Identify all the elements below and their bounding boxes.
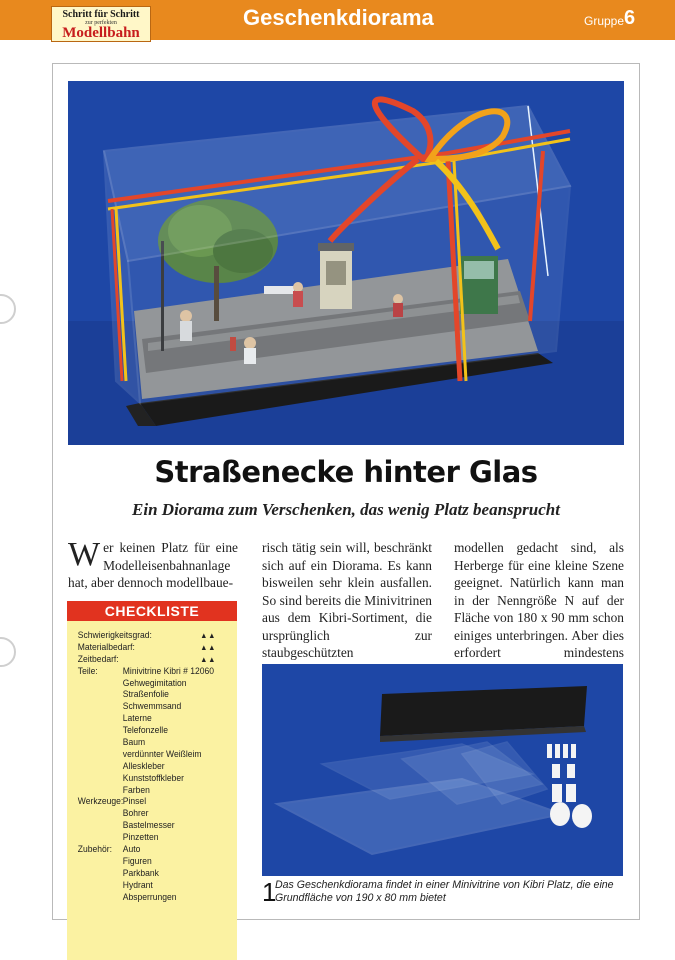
checklist-value: Baum	[122, 737, 146, 749]
checklist-value: Telefonzelle	[122, 725, 168, 737]
checklist-row	[78, 689, 236, 701]
figure-number: 1	[262, 877, 277, 907]
checklist-row	[78, 773, 236, 785]
checklist-row	[78, 820, 236, 832]
text-column-2	[262, 539, 432, 679]
article-title: Straßenecke hinter Glas	[154, 455, 538, 489]
checklist-row	[78, 725, 236, 737]
logo-line-2: zur perfekten	[85, 20, 117, 26]
minivitrine-photo	[262, 664, 623, 876]
logo-line-3: Modellbahn	[62, 25, 140, 41]
checklist-row	[78, 701, 236, 713]
checklist-row	[78, 678, 236, 690]
text-column-3	[454, 539, 624, 679]
column-3-text: modellen gedacht sind, als Herberge für eine kleine Szene geeignet. Natürlich kann man in der Nenngröße N auf der Fläche von 180 x 90 mm schon einiges unterbringen. Aber dies erfordert mindestens	[454, 540, 624, 660]
checklist-value: Minivitrine Kibri # 12060	[122, 665, 215, 677]
checklist-heading: CHECKLISTE	[67, 601, 237, 621]
checklist-value: Schwemmsand	[122, 701, 182, 713]
checklist-row	[78, 654, 236, 666]
checklist-box	[67, 601, 237, 960]
checklist-label: Zeitbedarf:	[77, 653, 119, 665]
punch-hole-bottom	[0, 637, 16, 667]
rating-triangles-icon: ▲▲	[200, 631, 217, 640]
checklist-value: Laterne	[122, 713, 152, 725]
rating-triangles-icon: ▲▲	[200, 654, 217, 664]
checklist-label: Zubehör:	[77, 844, 113, 856]
checklist-row	[78, 666, 236, 678]
checklist-value: Absperrungen	[122, 891, 177, 903]
checklist-row	[78, 880, 236, 892]
text-column-1	[68, 536, 238, 592]
checklist-value: Pinzetten	[122, 832, 159, 844]
checklist-row	[78, 642, 236, 654]
checklist-body	[67, 621, 235, 903]
checklist-value: Pinsel	[122, 796, 147, 808]
checklist-value: verdünnter Weißleim	[122, 748, 202, 760]
checklist-value: Figuren	[122, 855, 152, 867]
diorama-photo	[68, 81, 624, 445]
checklist-row	[78, 796, 236, 808]
checklist-row	[78, 844, 236, 856]
checklist-row	[78, 713, 236, 725]
checklist-row	[78, 737, 236, 749]
checklist-row	[78, 832, 236, 844]
checklist-label: Materialbedarf:	[77, 641, 135, 653]
checklist-row	[78, 808, 236, 820]
checklist-row	[78, 749, 236, 761]
drop-cap: W	[68, 536, 101, 573]
checklist-value: Kunststoffkleber	[122, 772, 184, 784]
checklist-label: Werkzeuge:	[77, 796, 124, 808]
checklist-row	[78, 630, 236, 642]
page-header	[0, 0, 675, 40]
checklist-value: Bohrer	[122, 808, 149, 820]
figure-caption: Das Geschenkdiorama findet in einer Minivitrine von Kibri Platz, die eine Grundfläche von 190 x 80 mm bietet	[275, 879, 614, 904]
checklist-value: Bastelmesser	[122, 820, 175, 832]
checklist-row	[78, 892, 236, 904]
checklist-value: Straßenfolie	[122, 689, 169, 701]
article-subtitle: Ein Diorama zum Verschenken, das wenig Platz beansprucht	[132, 500, 560, 519]
rating-triangles-icon: ▲▲	[200, 642, 217, 652]
logo-line-1: Schritt für Schritt	[62, 9, 140, 20]
checklist-row	[78, 761, 236, 773]
checklist-value: Hydrant	[122, 879, 153, 891]
column-1-text: er keinen Platz für eine Modelleisenbahnanlage hat, aber dennoch modellbaue-	[68, 540, 238, 590]
section-title: Geschenkdiorama	[243, 5, 434, 30]
checklist-row	[78, 856, 236, 868]
checklist-row	[78, 785, 236, 797]
series-logo	[51, 6, 151, 42]
group-number: 6	[624, 7, 636, 29]
column-2-text: risch tätig sein will, beschränkt sich auf ein Diorama. Es kann bisweilen sehr klein ausfallen. So sind bereits die Minivitrinen aus dem Kibri-Sortiment, die ursprünglich zur staubgeschützten	[262, 540, 432, 660]
punch-hole-top	[0, 294, 16, 324]
checklist-value: Gehwegimitation	[122, 677, 187, 689]
checklist-value: Auto	[122, 844, 141, 856]
checklist-value: Parkbank	[122, 867, 159, 879]
group-label: Gruppe	[584, 14, 625, 28]
checklist-label: Schwierigkeitsgrad:	[77, 630, 152, 641]
checklist-label: Teile:	[77, 665, 98, 677]
checklist-row	[78, 868, 236, 880]
checklist-value: Alleskleber	[122, 760, 165, 772]
checklist-value: Farben	[122, 784, 150, 796]
